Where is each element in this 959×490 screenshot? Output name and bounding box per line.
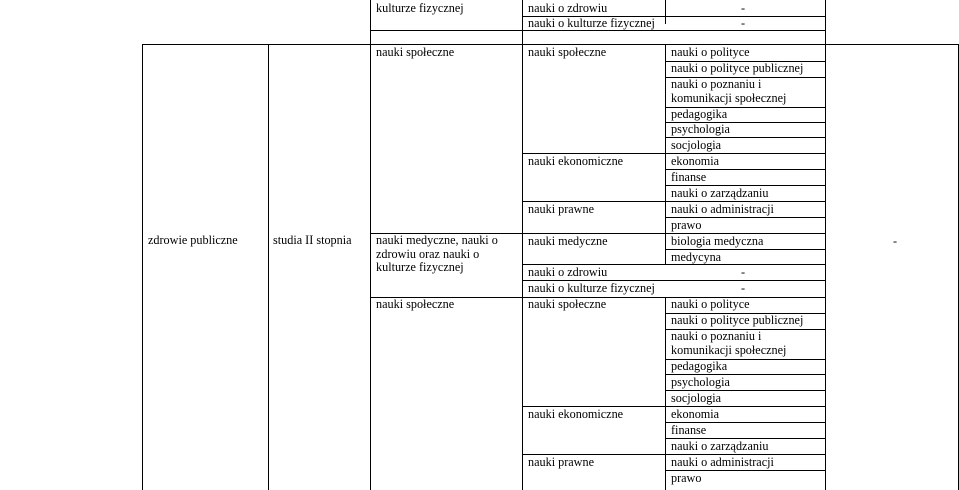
cell-discipline: ekonomia: [671, 407, 720, 421]
table-border: [665, 0, 666, 24]
cell-area: nauki społeczne: [376, 297, 455, 311]
table-cell: -: [741, 16, 746, 30]
table-border: [142, 44, 143, 490]
cell-discipline: socjologia: [671, 391, 722, 405]
cell-discipline: finanse: [671, 170, 707, 184]
cell-field: nauki o zdrowiu: [528, 265, 608, 279]
table-border: [268, 44, 269, 490]
cell-study-level: studia II stopnia: [273, 233, 352, 247]
cell-discipline: psychologia: [671, 122, 730, 136]
cell-discipline: medycyna: [671, 250, 722, 264]
cell-discipline: nauki o polityce: [671, 45, 750, 59]
cell-discipline: prawo: [671, 471, 702, 485]
cell-discipline: -: [741, 265, 746, 279]
cell-discipline: nauki o polityce publicznej: [671, 313, 804, 327]
cell-discipline: nauki o polityce publicznej: [671, 61, 804, 75]
cell-discipline: prawo: [671, 218, 702, 232]
cell-area: nauki medyczne, nauki o zdrowiu oraz nauki o kulturze fizycznej: [376, 233, 498, 274]
cell-field: nauki prawne: [528, 455, 594, 469]
cell-discipline: nauki o administracji: [671, 202, 774, 216]
cell-field-of-study: zdrowie publiczne: [148, 233, 238, 247]
table-border: [370, 0, 371, 490]
table-cell: nauki o kulturze fizycznej: [528, 16, 655, 30]
cell-field: nauki ekonomiczne: [528, 154, 624, 168]
cell-field: nauki ekonomiczne: [528, 407, 624, 421]
cell-discipline: finanse: [671, 423, 707, 437]
cell-discipline: nauki o poznaniu i komunikacji społecznej: [671, 77, 787, 105]
table-cell: -: [741, 1, 746, 15]
table-cell: nauki o zdrowiu: [528, 1, 608, 15]
table-cell: kulturze fizycznej: [376, 1, 464, 15]
table-border: [825, 0, 826, 490]
cell-field: nauki społeczne: [528, 45, 607, 59]
cell-field: nauki o kulturze fizycznej: [528, 281, 655, 295]
cell-discipline: nauki o zarządzaniu: [671, 439, 769, 453]
cell-discipline: nauki o polityce: [671, 297, 750, 311]
cell-discipline: psychologia: [671, 375, 730, 389]
cell-discipline: biologia medyczna: [671, 234, 764, 248]
cell-discipline: ekonomia: [671, 154, 720, 168]
cell-field: nauki społeczne: [528, 297, 607, 311]
cell-discipline: socjologia: [671, 138, 722, 152]
cell-discipline: pedagogika: [671, 359, 728, 373]
table-border: [522, 0, 523, 490]
cell-field: nauki medyczne: [528, 234, 608, 248]
cell-discipline: nauki o poznaniu i komunikacji społecznej: [671, 329, 787, 357]
cell-area: nauki społeczne: [376, 45, 455, 59]
table-border: [665, 297, 666, 490]
cell-field: nauki prawne: [528, 202, 594, 216]
cell-discipline: nauki o administracji: [671, 455, 774, 469]
cell-discipline: pedagogika: [671, 107, 728, 121]
cell-discipline: -: [741, 281, 746, 295]
cell-discipline: nauki o zarządzaniu: [671, 186, 769, 200]
cell-last-column: -: [893, 234, 898, 248]
